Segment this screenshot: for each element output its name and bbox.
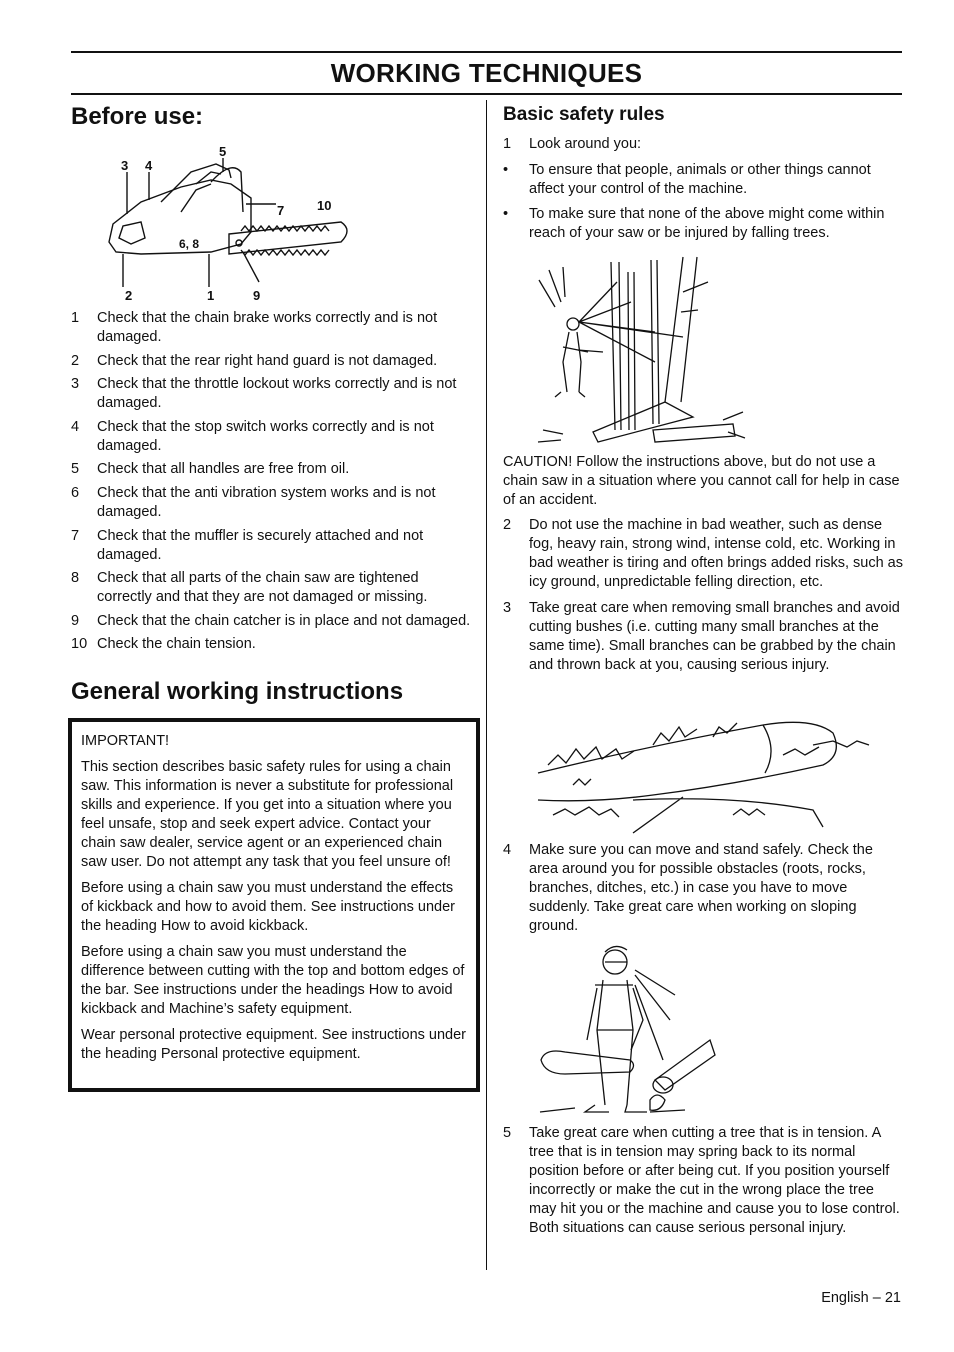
figure-label: 9: [253, 288, 261, 303]
chainsaw-parts-figure: [101, 142, 361, 307]
list-item: 5 Check that all handles are free from oil.: [71, 461, 350, 478]
list-item: • To make sure that none of the above might come within reach of your saw or be injured by falling trees.: [503, 206, 885, 241]
safety-rules-list-c: [503, 1124, 903, 1245]
look-around-illustration: [533, 252, 748, 447]
list-item: • To ensure that people, animals or other things cannot affect your control of the machine.: [503, 161, 871, 197]
column-divider: [486, 100, 487, 1270]
list-item: 3 Check that the throttle lockout works correctly and is not damaged.: [71, 376, 457, 412]
list-item: 3 Take great care when removing small branches and avoid cutting bushes (i.e. cutting many small branches at the same time). Small branches can be grabbed by the chain and thrown back at you, causing serious injury.: [503, 599, 900, 673]
before-use-checklist: [71, 309, 476, 659]
list-item: 1 Check that the chain brake works correctly and is not damaged.: [71, 310, 438, 345]
general-working-instructions-title: General working instructions: [71, 678, 404, 705]
figure-label: 5: [219, 144, 227, 159]
list-item: 2 Check that the rear right hand guard is not damaged.: [71, 352, 438, 369]
stand-safely-illustration: [535, 940, 725, 1120]
list-item: 4 Check that the stop switch works correctly and is not damaged.: [71, 418, 434, 454]
list-item: 7 Check that the muffler is securely attached and not damaged.: [71, 527, 424, 563]
list-item: 6 Check that the anti vibration system works and is not damaged.: [71, 484, 436, 520]
safety-rules-list-b: [503, 841, 903, 943]
basic-safety-rules-title: Basic safety rules: [503, 104, 665, 125]
look-around-list: [503, 135, 903, 250]
safety-rules-list-a: [503, 516, 903, 681]
important-paragraph: Wear personal protective equipment. See instructions under the heading Personal protective equipment.: [81, 1027, 467, 1062]
list-item: 9 Check that the chain catcher is in place and not damaged.: [71, 612, 471, 629]
list-item: 10 Check the chain tension.: [71, 636, 256, 653]
figure-label: 3: [121, 158, 129, 173]
before-use-title: Before use:: [71, 103, 204, 130]
important-paragraph: Before using a chain saw you must understand the difference between cutting with the top and bottom edges of the bar. See instructions under the headings How to avoid kickback and Machine’s safety equipment.: [81, 944, 465, 1017]
list-item: 8 Check that all parts of the chain saw are tightened correctly and that they are not damaged or missing.: [71, 570, 428, 606]
list-item: 2 Do not use the machine in bad weather, such as dense fog, heavy rain, strong wind, intense cold, etc. Working in bad weather is tiring and often brings added risks, such as icy ground, unpredictable felling direction, etc.: [503, 517, 903, 590]
page-header: [71, 51, 902, 95]
list-item: 5 Take great care when cutting a tree that is in tension. A tree that is in tension may spring back to its normal position before or after being cut. If you position yourself incorrectly or make the cut in the wrong place the tree may hit you or the machine and cause you to lose control. Both situations can cause serious personal injury.: [503, 1125, 900, 1236]
important-notice-box: [68, 718, 480, 1092]
figure-label: 10: [317, 198, 332, 213]
page-footer: English – 21: [821, 1290, 901, 1306]
small-branches-illustration: [533, 715, 903, 840]
list-item: 1 Look around you:: [503, 136, 642, 152]
figure-label: 7: [277, 203, 285, 218]
important-paragraph: Before using a chain saw you must understand the effects of kickback and how to avoid them. See instructions under the heading How to avoid kickback.: [81, 880, 455, 934]
page-title: WORKING TECHNIQUES: [330, 57, 643, 88]
figure-label: 4: [145, 158, 153, 173]
figure-label: 6, 8: [179, 237, 200, 251]
figure-label: 1: [207, 288, 215, 303]
caution-text: CAUTION! Follow the instructions above, but do not use a chain saw in a situation where you cannot call for help in case of an accident.: [503, 454, 900, 508]
important-paragraph: This section describes basic safety rules for using a chain saw. This information is never a substitute for professional skills and experience. If you get into a situation where you feel unsafe, stop and seek expert advice. Contact your chain saw dealer, service agent or an experienced chain saw user. Do not attempt any task that you feel unsure of!: [81, 759, 454, 870]
list-item: 4 Make sure you can move and stand safely. Check the area around you for possible obstacles (roots, rocks, branches, ditches, etc.) in case you have to move suddenly. Take great care when working on sloping ground.: [503, 842, 873, 934]
figure-label: 2: [125, 288, 133, 303]
important-heading: IMPORTANT!: [81, 733, 170, 749]
